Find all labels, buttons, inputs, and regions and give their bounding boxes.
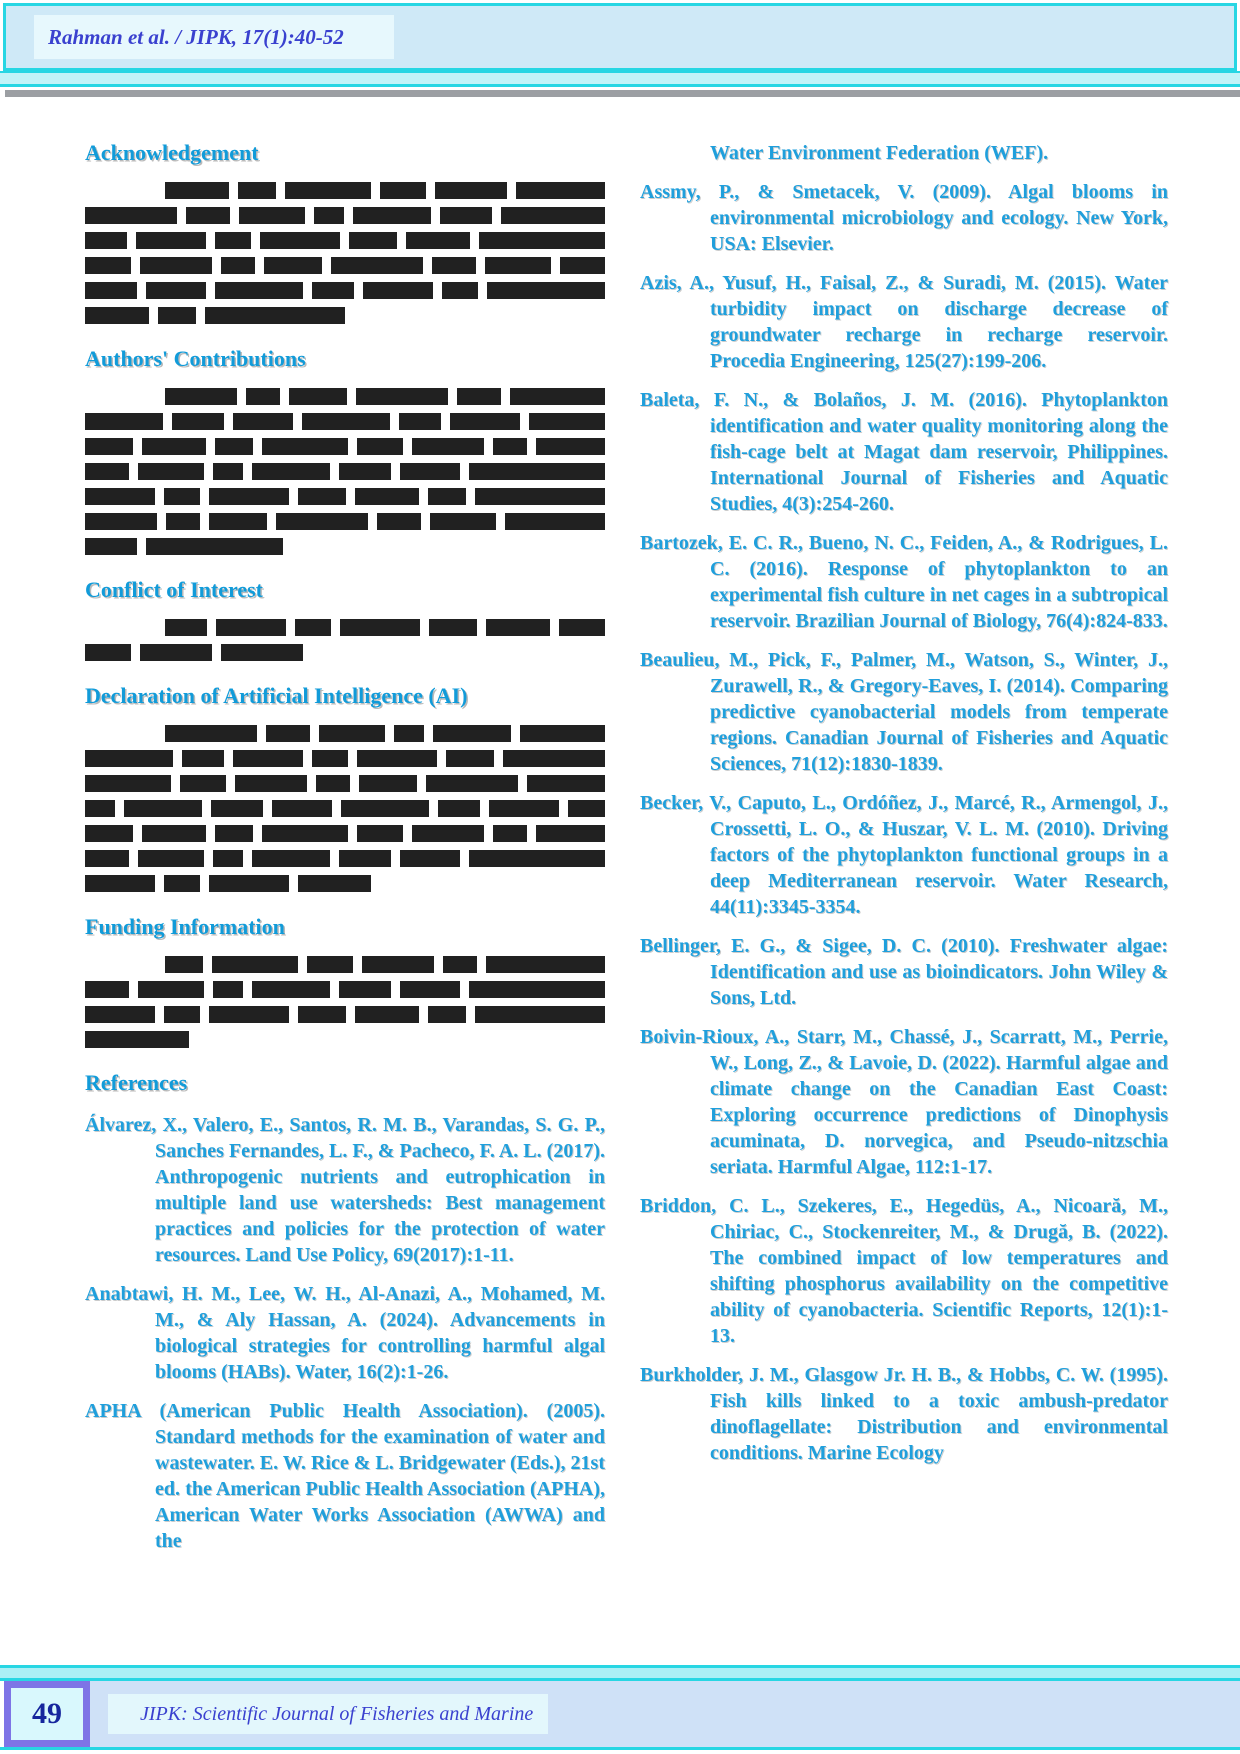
redacted-text-block <box>138 463 204 480</box>
redacted-text-block <box>276 513 368 530</box>
redacted-text-block <box>138 981 204 998</box>
redacted-text-block <box>302 413 390 430</box>
reference-entry: Baleta, F. N., & Bolaños, J. M. (2016). Phytoplankton identification and water quality monitoring along the fish-cage belt at Magat dam reservoir, Philippines. International Journal of Fisheries and Aquatic Studies, 4(3):254-260. <box>640 389 1168 515</box>
reference-entry: Anabtawi, H. M., Lee, W. H., Al-Anazi, A., Mohamed, M. M., & Aly Hassan, A. (2024). Advancements in biological strategies for controlling harmful algal blooms (HABs). Water, 16(2):1-26. <box>85 1283 605 1383</box>
redacted-text-block <box>443 956 477 973</box>
redacted-text-block <box>394 725 424 742</box>
redacted-text-block <box>339 463 391 480</box>
redacted-text-block <box>158 307 196 324</box>
redacted-text-block <box>165 619 207 636</box>
reference-entry: Boivin-Rioux, A., Starr, M., Chassé, J., Scarratt, M., Perrie, W., Long, Z., & Lavoie, D. (2022). Harmful algae and climate change on the Canadian East Coast: Exploring occurrence predictions of Dinophysis acuminata, D. norvegica, and Pseudo-nitzschia seriata. Harmful Algae, 112:1-17. <box>640 1026 1168 1178</box>
redacted-text-block <box>252 463 330 480</box>
footer-journal-box <box>108 1694 548 1734</box>
reference-entry: Bellinger, E. G., & Sigee, D. C. (2010). Freshwater algae: Identification and use as bioindicators. John Wiley & Sons, Ltd. <box>640 935 1168 1009</box>
redacted-text-block <box>450 413 520 430</box>
redacted-text-block <box>440 207 492 224</box>
redacted-text-block <box>140 257 212 274</box>
redacted-text-block <box>307 956 353 973</box>
redacted-text-block <box>505 513 605 530</box>
redacted-text-block <box>85 875 155 892</box>
redacted-text-block <box>238 182 276 199</box>
redacted-text-block <box>142 438 206 455</box>
redacted-text-block <box>164 488 200 505</box>
redacted-text-block <box>85 488 155 505</box>
redacted-text-block <box>412 438 484 455</box>
redacted-text-block <box>433 725 511 742</box>
page-number-box <box>4 1681 90 1747</box>
redacted-text-block <box>568 800 605 817</box>
redacted-text-block <box>355 488 419 505</box>
redacted-text-block <box>266 725 310 742</box>
redacted-text-block <box>213 463 243 480</box>
redacted-text-block <box>85 232 127 249</box>
redacted-text-block <box>314 207 344 224</box>
redacted-text-block <box>165 956 203 973</box>
left-column <box>85 140 605 1567</box>
redacted-text-block <box>215 438 253 455</box>
redacted-text-block <box>221 644 303 661</box>
redacted-text-block <box>213 981 243 998</box>
redacted-text-block <box>469 463 605 480</box>
redacted-text-block <box>215 232 251 249</box>
footer-band <box>0 1665 1240 1681</box>
redacted-text-block <box>435 182 507 199</box>
reference-entry: Becker, V., Caputo, L., Ordóñez, J., Marcé, R., Armengol, J., Crossetti, L. O., & Huszar, V. L. M. (2010). Driving factors of the phytoplankton functional groups in a deep Mediterranean reservoir. Water Research, 44(11):3345-3354. <box>640 792 1168 918</box>
redacted-text-block <box>124 800 202 817</box>
redacted-text-block <box>180 775 226 792</box>
redacted-text-block <box>85 800 115 817</box>
redacted-text-block <box>264 257 322 274</box>
redacted-text-block <box>469 850 605 867</box>
section-heading: Acknowledgement <box>85 140 259 165</box>
footer-bar <box>90 1681 1240 1747</box>
redacted-text-block <box>353 207 431 224</box>
redacted-text-block <box>399 413 441 430</box>
redacted-text-block <box>295 619 331 636</box>
redacted-text-block <box>186 207 230 224</box>
redacted-text-block <box>165 725 257 742</box>
redacted-text-block <box>363 282 433 299</box>
redacted-text-block <box>503 750 605 767</box>
redacted-text-block <box>85 513 157 530</box>
reference-entry: Azis, A., Yusuf, H., Faisal, Z., & Suradi, M. (2015). Water turbidity impact on discharge decrease of groundwater recharge in recharge reservoir. Procedia Engineering, 125(27):199-206. <box>640 272 1168 372</box>
redacted-text-block <box>339 850 391 867</box>
redacted-text-block <box>216 619 286 636</box>
redacted-paragraph <box>85 182 605 324</box>
redacted-text-block <box>406 232 470 249</box>
redacted-text-block <box>469 981 605 998</box>
section-heading: Authors' Contributions <box>85 346 306 371</box>
redacted-text-block <box>289 388 347 405</box>
redacted-text-block <box>146 282 206 299</box>
redacted-text-block <box>312 750 348 767</box>
redacted-text-block <box>319 725 385 742</box>
redacted-text-block <box>400 850 460 867</box>
redacted-text-block <box>380 182 426 199</box>
redacted-text-block <box>209 875 289 892</box>
redacted-text-block <box>357 438 403 455</box>
redacted-text-block <box>357 825 403 842</box>
redacted-text-block <box>205 307 345 324</box>
redacted-text-block <box>536 825 605 842</box>
redacted-text-block <box>529 413 605 430</box>
redacted-text-block <box>165 388 237 405</box>
redacted-text-block <box>209 1006 289 1023</box>
redacted-text-block <box>412 825 484 842</box>
redacted-text-block <box>209 513 267 530</box>
redacted-text-block <box>213 850 243 867</box>
redacted-text-block <box>85 463 129 480</box>
redacted-text-block <box>233 413 293 430</box>
redacted-text-block <box>485 257 551 274</box>
redacted-text-block <box>560 257 605 274</box>
redacted-paragraph <box>85 619 605 661</box>
redacted-text-block <box>426 775 518 792</box>
redacted-text-block <box>260 232 340 249</box>
redacted-text-block <box>85 438 133 455</box>
redacted-text-block <box>262 825 348 842</box>
redacted-text-block <box>316 775 350 792</box>
redacted-text-block <box>85 257 131 274</box>
section-heading: Funding Information <box>85 914 285 939</box>
redacted-text-block <box>85 307 149 324</box>
redacted-text-block <box>516 182 605 199</box>
redacted-text-block <box>85 850 129 867</box>
redacted-text-block <box>166 513 200 530</box>
redacted-text-block <box>165 182 229 199</box>
redacted-text-block <box>239 207 305 224</box>
redacted-text-block <box>211 800 263 817</box>
redacted-text-block <box>252 981 330 998</box>
redacted-text-block <box>400 981 460 998</box>
redacted-text-block <box>85 775 171 792</box>
redacted-text-block <box>357 750 437 767</box>
redacted-text-block <box>85 825 133 842</box>
footer-journal-title: JIPK: Scientific Journal of Fisheries and Marine <box>140 1702 534 1725</box>
redacted-text-block <box>233 750 303 767</box>
redacted-text-block <box>432 257 476 274</box>
redacted-text-block <box>312 282 354 299</box>
header-banner <box>3 3 1237 71</box>
redacted-text-block <box>340 619 420 636</box>
redacted-text-block <box>298 488 346 505</box>
redacted-paragraph <box>85 725 605 892</box>
redacted-text-block <box>475 1006 605 1023</box>
redacted-text-block <box>246 388 280 405</box>
redacted-text-block <box>489 800 559 817</box>
reference-entry: Bartozek, E. C. R., Bueno, N. C., Feiden, A., & Rodrigues, L. C. (2016). Response of phytoplankton to an experimental fish culture in net cages in a subtropical reservoir. Brazilian Journal of Biology, 76(4):824-833. <box>640 532 1168 632</box>
redacted-text-block <box>536 438 605 455</box>
footer-row <box>0 1681 1240 1750</box>
redacted-text-block <box>140 644 212 661</box>
redacted-paragraph <box>85 956 605 1048</box>
running-head-box <box>34 15 394 59</box>
redacted-text-block <box>493 438 527 455</box>
redacted-text-block <box>479 232 605 249</box>
redacted-text-block <box>356 388 448 405</box>
redacted-text-block <box>428 488 466 505</box>
redacted-text-block <box>298 1006 346 1023</box>
redacted-text-block <box>252 850 330 867</box>
redacted-text-block <box>438 800 480 817</box>
redacted-text-block <box>377 513 421 530</box>
redacted-paragraph <box>85 388 605 555</box>
reference-entry: Briddon, C. L., Szekeres, E., Hegedüs, A., Nicoară, M., Chiriac, C., Stockenreiter, M., & Drugă, B. (2022). The combined impact of low temperatures and shifting phosphorus availability on the competitive ability of cyanobacteria. Scientific Reports, 12(1):1-13. <box>640 1195 1168 1347</box>
redacted-text-block <box>527 775 605 792</box>
redacted-text-block <box>164 875 200 892</box>
reference-entry: Beaulieu, M., Pick, F., Palmer, M., Watson, S., Winter, J., Zurawell, R., & Gregory-Eaves, I. (2014). Comparing predictive cyanobacterial models from temperate regions. Canadian Journal of Fisheries and Aquatic Sciences, 71(12):1830-1839. <box>640 649 1168 775</box>
redacted-text-block <box>212 956 298 973</box>
redacted-text-block <box>215 282 303 299</box>
redacted-text-block <box>442 282 478 299</box>
page-number: 49 <box>32 1697 62 1730</box>
redacted-text-block <box>85 1031 189 1048</box>
redacted-text-block <box>172 413 224 430</box>
reference-continuation: Water Environment Federation (WEF). <box>710 142 1049 164</box>
redacted-text-block <box>272 800 332 817</box>
header-strip <box>0 71 1240 87</box>
redacted-text-block <box>339 981 391 998</box>
redacted-text-block <box>341 800 429 817</box>
redacted-text-block <box>262 438 348 455</box>
redacted-text-block <box>164 1006 200 1023</box>
redacted-text-block <box>355 1006 419 1023</box>
redacted-text-block <box>429 619 477 636</box>
section-heading: Conflict of Interest <box>85 577 263 602</box>
redacted-text-block <box>221 257 255 274</box>
reference-entry: Assmy, P., & Smetacek, V. (2009). Algal blooms in environmental microbiology and ecology. New York, USA: Elsevier. <box>640 181 1168 255</box>
section-heading: References <box>85 1070 188 1095</box>
redacted-text-block <box>85 981 129 998</box>
redacted-text-block <box>298 875 371 892</box>
redacted-text-block <box>235 775 307 792</box>
redacted-text-block <box>501 207 605 224</box>
redacted-text-block <box>85 413 163 430</box>
redacted-text-block <box>430 513 496 530</box>
redacted-text-block <box>428 1006 466 1023</box>
redacted-text-block <box>85 538 137 555</box>
redacted-text-block <box>136 232 206 249</box>
redacted-text-block <box>362 956 434 973</box>
redacted-text-block <box>493 825 527 842</box>
redacted-text-block <box>487 282 605 299</box>
section-heading: Declaration of Artificial Intelligence (AI) <box>85 683 468 708</box>
redacted-text-block <box>559 619 605 636</box>
right-column <box>640 140 1168 1479</box>
reference-entry: APHA (American Public Health Association). (2005). Standard methods for the examination of water and wastewater. E. W. Rice & L. Bridgewater (Eds.), 21st ed. the American Public Health Association (APHA), American Water Works Association (AWWA) and the <box>85 1400 605 1552</box>
header-shadow-bar <box>5 90 1240 97</box>
redacted-text-block <box>85 644 131 661</box>
redacted-text-block <box>85 207 177 224</box>
redacted-text-block <box>486 956 605 973</box>
redacted-text-block <box>486 619 550 636</box>
redacted-text-block <box>209 488 289 505</box>
redacted-text-block <box>475 488 605 505</box>
redacted-text-block <box>520 725 605 742</box>
reference-entry: Álvarez, X., Valero, E., Santos, R. M. B., Varandas, S. G. P., Sanches Fernandes, L. F., & Pacheco, F. A. L. (2017). Anthropogenic nutrients and eutrophication in multiple land use watersheds: Best management practices and policies for the protection of water resources. Land Use Policy, 69(2017):1-11. <box>85 1114 605 1266</box>
redacted-text-block <box>285 182 371 199</box>
redacted-text-block <box>85 750 173 767</box>
running-head-citation: Rahman et al. / JIPK, 17(1):40-52 <box>48 24 344 49</box>
redacted-text-block <box>85 282 137 299</box>
redacted-text-block <box>142 825 206 842</box>
redacted-text-block <box>510 388 605 405</box>
redacted-text-block <box>359 775 417 792</box>
redacted-text-block <box>349 232 397 249</box>
redacted-text-block <box>457 388 501 405</box>
reference-entry: Burkholder, J. M., Glasgow Jr. H. B., & Hobbs, C. W. (1995). Fish kills linked to a toxic ambush-predator dinoflagellate: Distribution and environmental conditions. Marine Ecology <box>640 1364 1168 1464</box>
redacted-text-block <box>446 750 494 767</box>
redacted-text-block <box>146 538 283 555</box>
redacted-text-block <box>215 825 253 842</box>
redacted-text-block <box>182 750 224 767</box>
redacted-text-block <box>138 850 204 867</box>
redacted-text-block <box>85 1006 155 1023</box>
redacted-text-block <box>331 257 423 274</box>
redacted-text-block <box>400 463 460 480</box>
